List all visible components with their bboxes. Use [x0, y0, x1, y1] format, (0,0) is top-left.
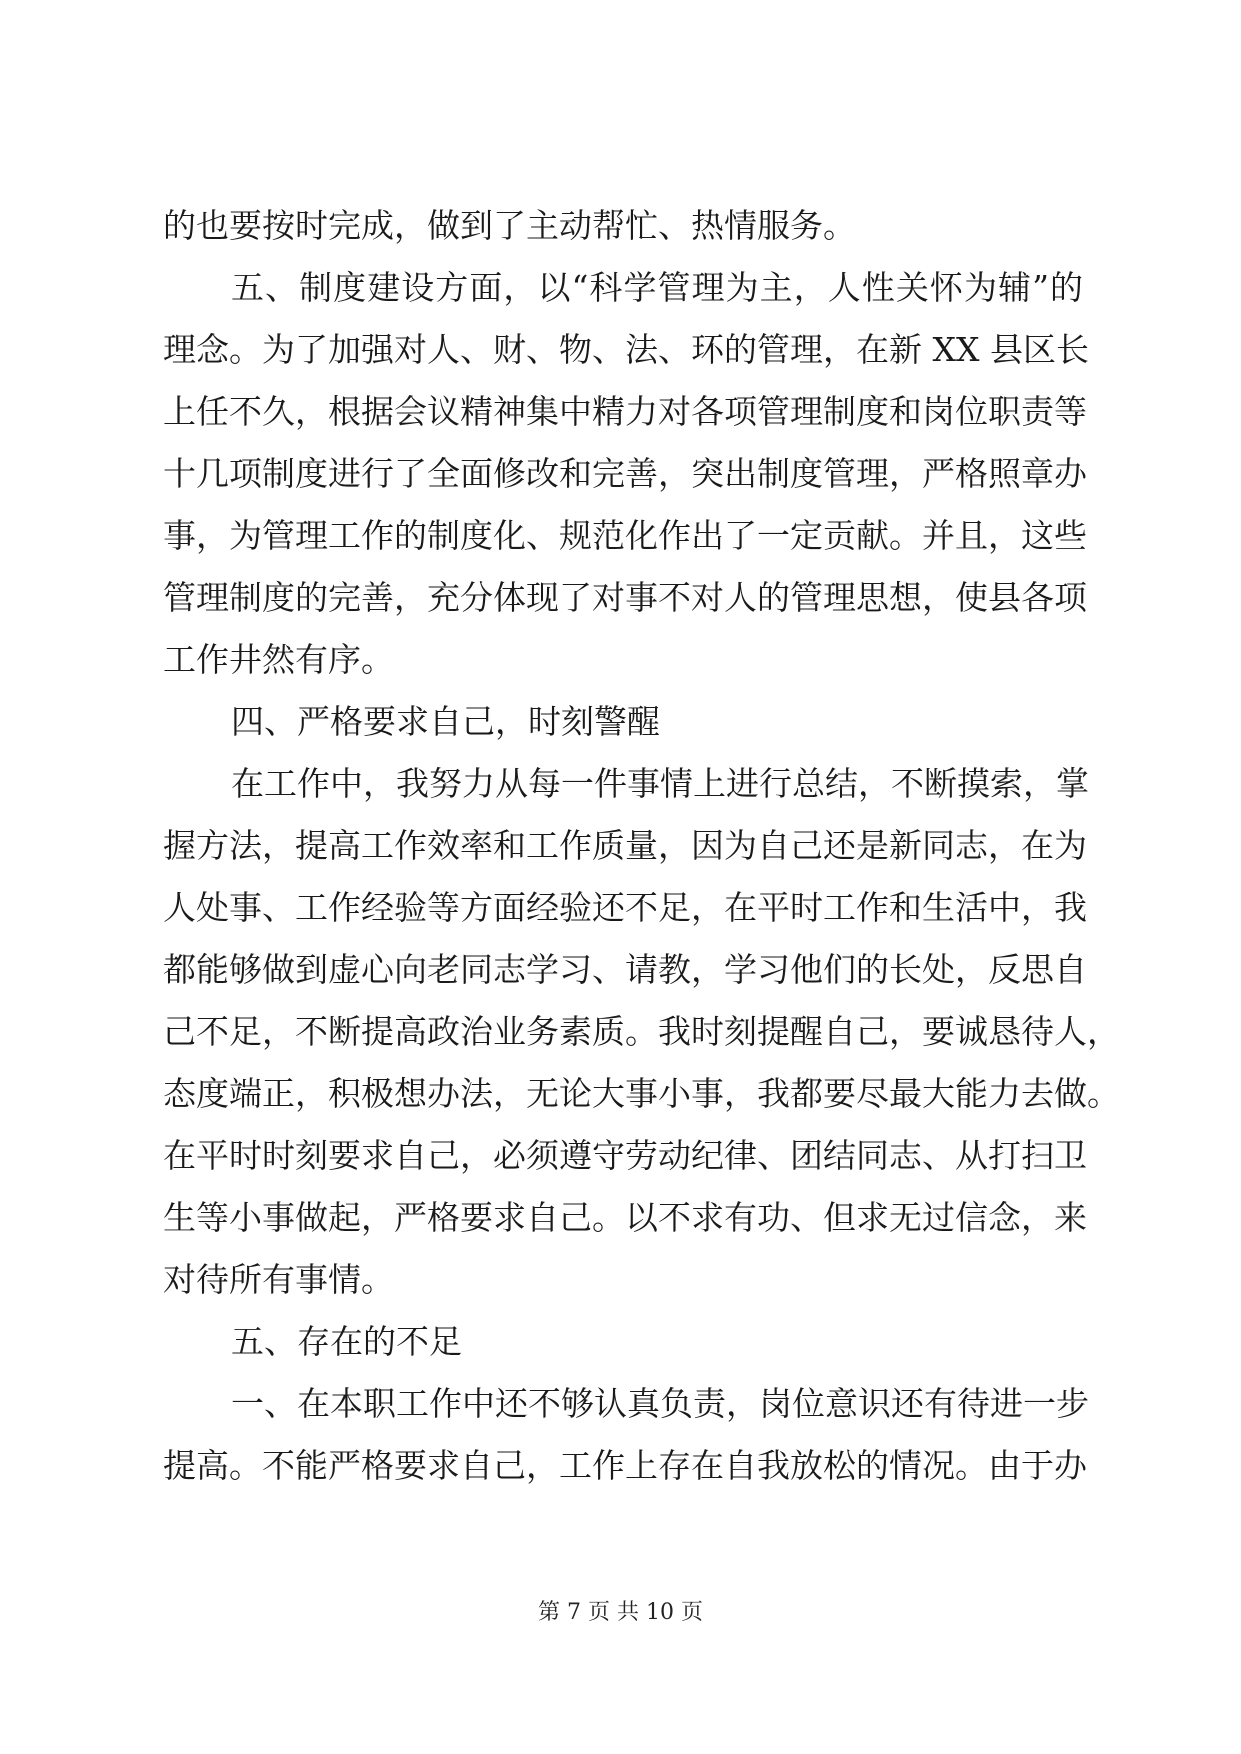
document-body	[163, 195, 1120, 1497]
text-line: 五、制度建设方面，以“科学管理为主，人性关怀为辅”的	[231, 268, 1083, 307]
text-line: 己不足，不断提高政治业务素质。我时刻提醒自己，要诚恳待人，	[163, 1012, 1120, 1051]
section-heading: 五、存在的不足	[231, 1322, 462, 1361]
text-line: 十几项制度进行了全面修改和完善，突出制度管理，严格照章办	[163, 454, 1087, 493]
text-line: 事，为管理工作的制度化、规范化作出了一定贡献。并且，这些	[163, 516, 1087, 555]
text-line: 人处事、工作经验等方面经验还不足，在平时工作和生活中，我	[163, 888, 1087, 927]
text-line: 对待所有事情。	[163, 1260, 394, 1299]
text-line: 上任不久，根据会议精神集中精力对各项管理制度和岗位职责等	[163, 392, 1087, 431]
text-line: 在工作中，我努力从每一件事情上进行总结，不断摸索，掌	[231, 764, 1089, 803]
text-line: 提高。不能严格要求自己，工作上存在自我放松的情况。由于办	[163, 1446, 1087, 1485]
text-line: 态度端正，积极想办法，无论大事小事，我都要尽最大能力去做。	[163, 1074, 1120, 1113]
text-line: 管理制度的完善，充分体现了对事不对人的管理思想，使县各项	[163, 578, 1087, 617]
text-line: 理念。为了加强对人、财、物、法、环的管理，在新 XX 县区长	[163, 330, 1089, 369]
page-number-footer: 第 7 页 共 10 页	[538, 1600, 703, 1625]
text-line: 工作井然有序。	[163, 640, 394, 679]
text-line: 生等小事做起，严格要求自己。以不求有功、但求无过信念，来	[163, 1198, 1087, 1237]
text-line: 在平时时刻要求自己，必须遵守劳动纪律、团结同志、从打扫卫	[163, 1136, 1087, 1175]
section-heading: 四、严格要求自己，时刻警醒	[231, 702, 660, 741]
text-line: 一、在本职工作中还不够认真负责，岗位意识还有待进一步	[231, 1384, 1089, 1423]
text-line: 都能够做到虚心向老同志学习、请教，学习他们的长处，反思自	[163, 950, 1087, 989]
text-line: 的也要按时完成，做到了主动帮忙、热情服务。	[163, 206, 856, 245]
text-line: 握方法，提高工作效率和工作质量，因为自己还是新同志，在为	[163, 826, 1087, 865]
